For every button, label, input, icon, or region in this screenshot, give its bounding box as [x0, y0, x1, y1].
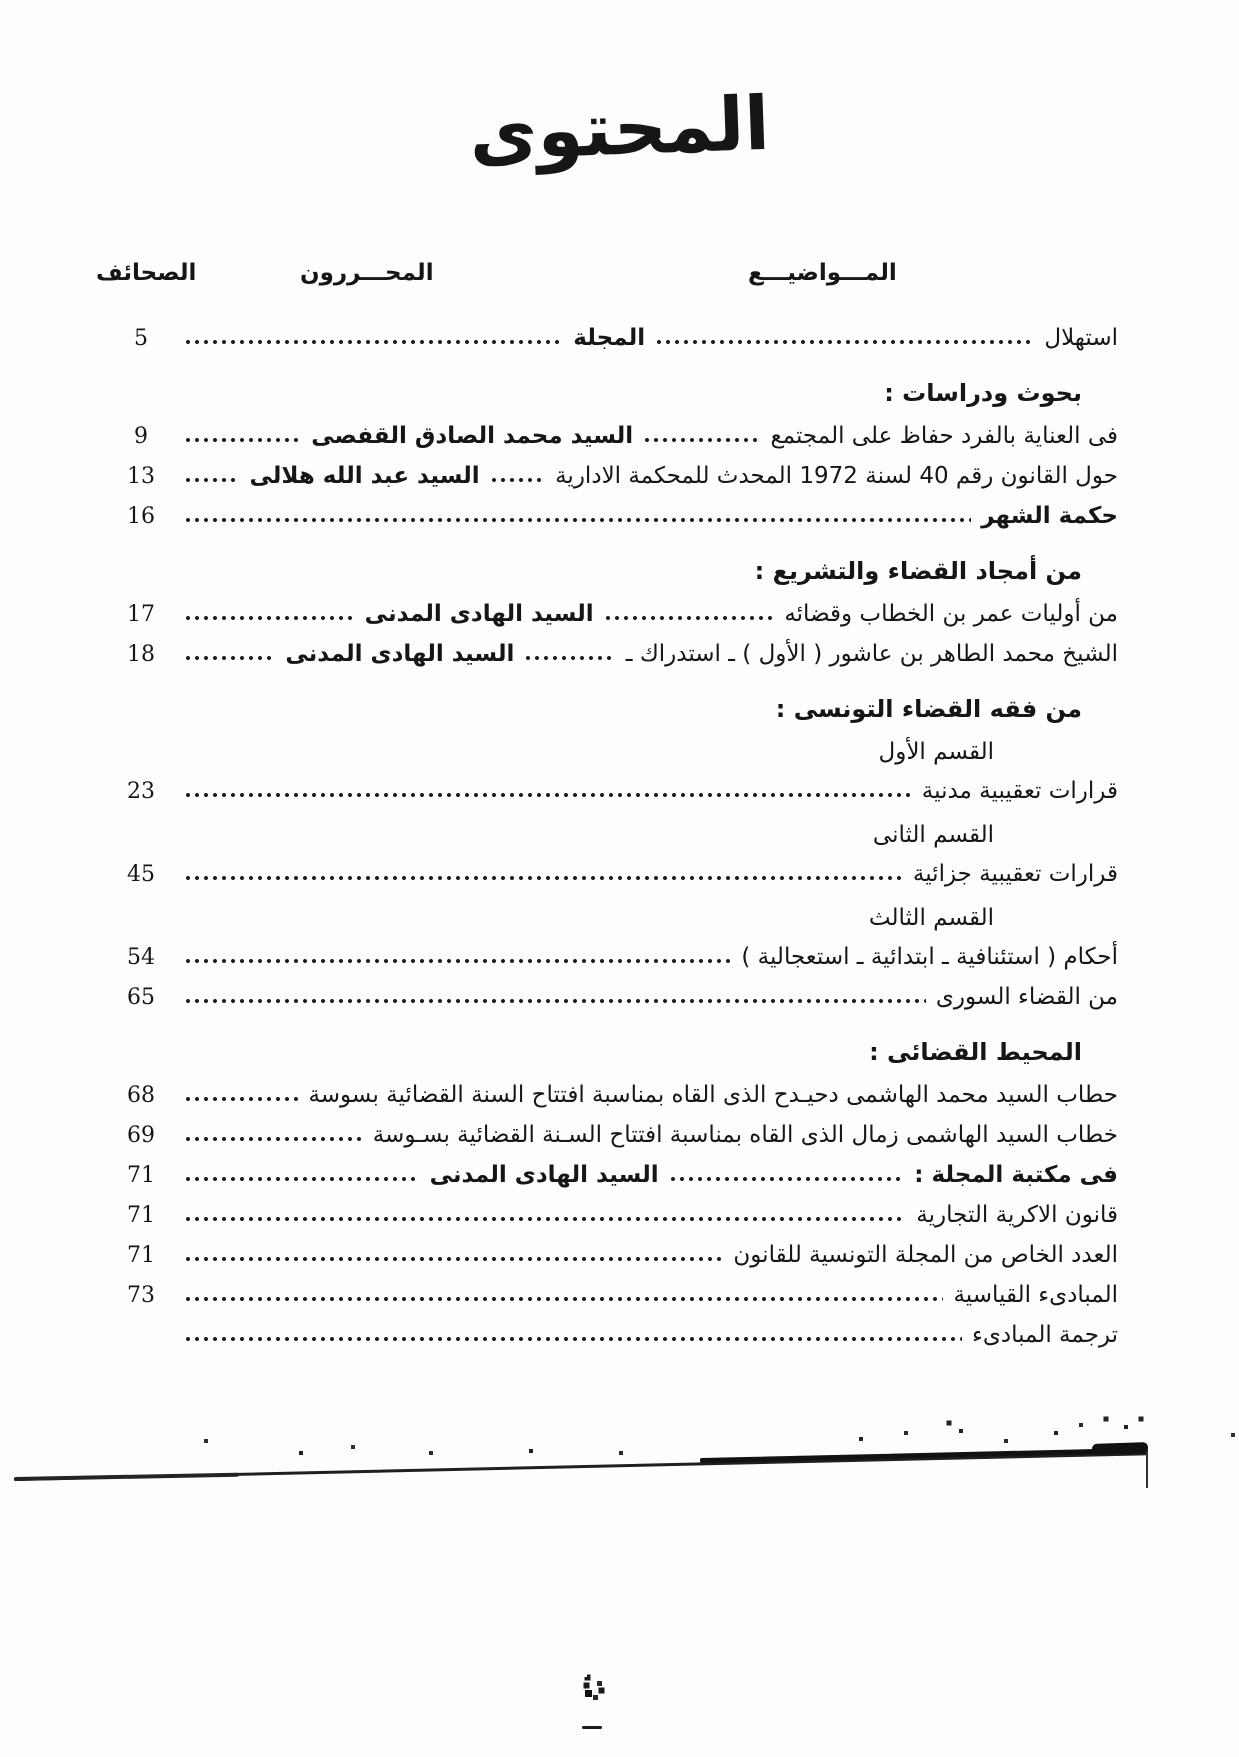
- topic-label: من القضاء السورى: [935, 984, 1118, 1010]
- topic-label: من أوليات عمر بن الخطاب وقضائه: [784, 601, 1118, 627]
- toc-row: [108, 1320, 1118, 1350]
- column-header-topics: المـــواضيـــع: [748, 260, 897, 286]
- author-label: السيد عبد الله هلالى: [249, 463, 480, 489]
- topic-label: المبادىء القياسية: [953, 1282, 1118, 1308]
- dotted-leader: [184, 653, 275, 662]
- page-number: 68: [127, 1083, 155, 1108]
- page-number: 54: [127, 945, 155, 970]
- page-number: 71: [127, 1163, 155, 1188]
- dotted-leader: [184, 790, 912, 799]
- dotted-leader: [524, 653, 615, 662]
- column-header-pages: الصحائف: [96, 260, 197, 286]
- topic-label: العدد الخاص من المجلة التونسية للقانون: [733, 1242, 1118, 1268]
- topic-label: استهلال: [1044, 325, 1118, 351]
- subsection-header: القسم الثانى: [872, 822, 994, 848]
- toc-row: [108, 1080, 1118, 1111]
- topic-label: حول القانون رقم 40 لسنة 1972 المحدث للمحكمة الادارية: [555, 463, 1118, 489]
- toc-row: [108, 1120, 1118, 1151]
- dotted-leader: [184, 1254, 723, 1263]
- toc-row: [108, 323, 1118, 354]
- page-number: 71: [127, 1243, 155, 1268]
- dotted-leader: [655, 337, 1034, 346]
- column-header-editors: المحـــررون: [300, 260, 434, 286]
- author-label: المجلة: [573, 325, 646, 351]
- dotted-leader: [184, 873, 903, 882]
- section-header: بحوث ودراسات :: [884, 379, 1082, 407]
- toc-row: [108, 982, 1118, 1013]
- dotted-leader: [604, 613, 775, 622]
- page-number: 69: [127, 1123, 155, 1148]
- dotted-leader: [184, 1094, 298, 1103]
- toc-row: [108, 1280, 1118, 1311]
- dotted-leader: [184, 1294, 943, 1303]
- toc-row: [108, 776, 1118, 807]
- topic-label: قانون الاكرية التجارية: [916, 1202, 1118, 1228]
- section-header: المحيط القضائى :: [869, 1038, 1082, 1066]
- topic-label: حطاب السيد محمد الهاشمى دحيـدح الذى القاه بمناسبة افتتاح السنة القضائية بسوسة: [308, 1082, 1118, 1108]
- page-number: 5: [134, 326, 148, 351]
- section-header: من أمجاد القضاء والتشريع :: [754, 557, 1082, 585]
- dotted-leader: [184, 475, 239, 484]
- dotted-leader: [184, 1214, 906, 1223]
- page-number: 73: [127, 1283, 155, 1308]
- subsection-header: القسم الأول: [878, 739, 994, 765]
- scan-artifact-blob: [1092, 1442, 1148, 1455]
- dotted-leader: [184, 956, 731, 965]
- page-number: 23: [127, 779, 155, 804]
- toc-row: [108, 859, 1118, 890]
- dotted-leader: [669, 1174, 905, 1183]
- subsection-header: القسم الثالث: [868, 905, 994, 931]
- page-number: 71: [127, 1203, 155, 1228]
- author-label: السيد محمد الصادق القفصى: [311, 423, 634, 449]
- section-header: من فقه القضاء التونسى :: [775, 695, 1082, 723]
- dotted-leader: [184, 435, 301, 444]
- author-label: السيد الهادى المدنى: [429, 1162, 659, 1188]
- page-title: المحتوى: [467, 80, 772, 178]
- scan-artifact-drip: [1146, 1452, 1148, 1488]
- topic-label: قرارات تعقيبية مدنية: [921, 778, 1118, 804]
- page-number: 17: [126, 602, 155, 627]
- toc-entries: [108, 314, 1118, 1359]
- page-number: 65: [127, 985, 155, 1010]
- toc-row: [108, 501, 1118, 532]
- page-number: 45: [127, 862, 155, 887]
- topic-label: خطاب السيد الهاشمى زمال الذى القاه بمناسبة افتتاح السـنة القضائية بسـوسة: [372, 1122, 1118, 1148]
- toc-row: [108, 599, 1118, 630]
- page-number: 9: [134, 424, 148, 449]
- topic-label: حكمة الشهر: [981, 503, 1118, 529]
- scan-artifact-footer-dash: [582, 1726, 602, 1729]
- dotted-leader: [184, 1174, 420, 1183]
- page-number: 16: [127, 504, 155, 529]
- author-label: السيد الهادى المدنى: [285, 641, 515, 667]
- topic-label: قرارات تعقيبية جزائية: [912, 861, 1118, 887]
- toc-row: [108, 421, 1118, 452]
- dotted-leader: [490, 475, 545, 484]
- scan-artifact-line-left: [14, 1473, 239, 1481]
- dotted-leader: [184, 613, 355, 622]
- topic-label: ترجمة المبادىء: [972, 1322, 1118, 1348]
- toc-row: [108, 942, 1118, 973]
- dotted-leader: [184, 1334, 962, 1343]
- page-number: 13: [127, 464, 155, 489]
- toc-row: [108, 1240, 1118, 1271]
- toc-row: [108, 1200, 1118, 1231]
- toc-row: [108, 461, 1118, 492]
- page-number: 18: [126, 642, 155, 667]
- topic-label: الشيخ محمد الطاهر بن عاشور ( الأول ) ـ استدراك ـ: [625, 641, 1118, 667]
- toc-row: [108, 639, 1118, 670]
- toc-row: [108, 1160, 1118, 1191]
- dotted-leader: [184, 337, 563, 346]
- topic-label: فى مكتبة المجلة :: [914, 1162, 1118, 1188]
- dotted-leader: [184, 515, 971, 524]
- dotted-leader: [184, 996, 926, 1005]
- topic-label: فى العناية بالفرد حفاظ على المجتمع: [770, 423, 1118, 449]
- scan-artifact-footer-mark: [584, 1674, 587, 1677]
- topic-label: أحكام ( استئنافية ـ ابتدائية ـ استعجالية ): [741, 944, 1118, 970]
- dotted-leader: [643, 435, 760, 444]
- dotted-leader: [184, 1134, 363, 1143]
- author-label: السيد الهادى المدنى: [364, 601, 594, 627]
- scan-artifact-speckles: [0, 0, 2, 2]
